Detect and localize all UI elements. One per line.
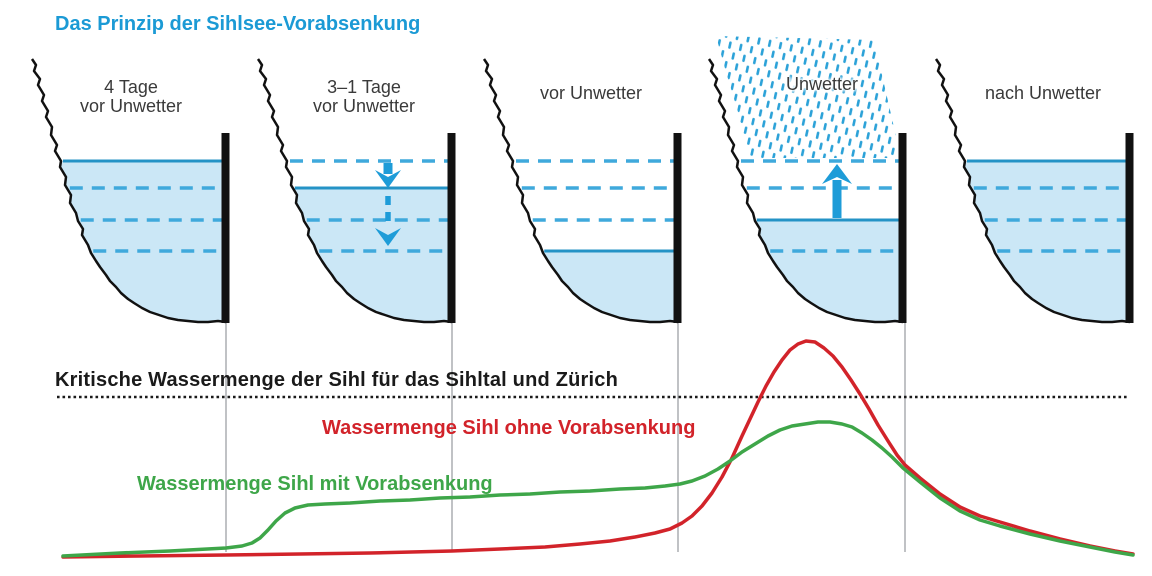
dam-wall bbox=[448, 133, 456, 323]
panel-label-2: 3–1 Tage vor Unwetter bbox=[312, 77, 416, 116]
series-label-with-predrawdown: Wassermenge Sihl mit Vorabsenkung bbox=[137, 473, 493, 495]
lake-water bbox=[755, 220, 906, 322]
lake-water bbox=[542, 251, 681, 322]
panel-label-3: vor Unwetter bbox=[539, 83, 643, 103]
series-label-without-predrawdown: Wassermenge Sihl ohne Vorabsenkung bbox=[322, 417, 696, 439]
page-title: Das Prinzip der Sihlsee-Vorabsenkung bbox=[55, 13, 421, 35]
panel-label-1: 4 Tage vor Unwetter bbox=[79, 77, 183, 116]
dam-wall bbox=[674, 133, 682, 323]
panel-label-4: Unwetter bbox=[785, 74, 859, 94]
dam-wall bbox=[899, 133, 907, 323]
dam-wall bbox=[222, 133, 230, 323]
rain-area bbox=[716, 36, 901, 158]
panel-label-5: nach Unwetter bbox=[984, 83, 1102, 103]
critical-threshold-label: Kritische Wassermenge der Sihl für das Sihltal und Zürich bbox=[55, 369, 619, 391]
dam-wall bbox=[1126, 133, 1134, 323]
down-arrow-shaft bbox=[384, 163, 393, 174]
up-arrow-shaft bbox=[833, 180, 842, 218]
